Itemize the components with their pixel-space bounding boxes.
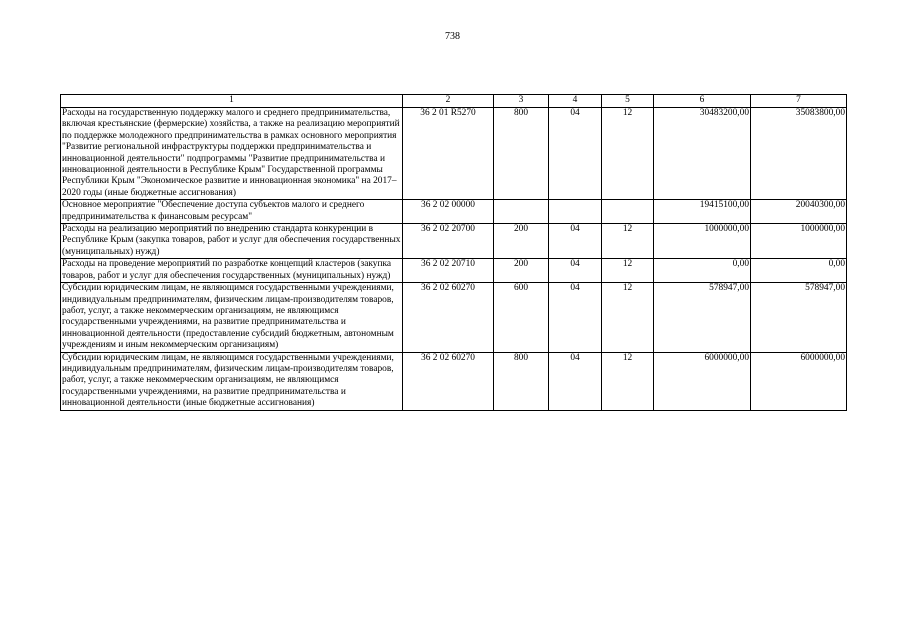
row-c3 <box>494 200 549 224</box>
header-col-2: 2 <box>403 95 494 108</box>
row-code: 36 2 02 60270 <box>403 283 494 352</box>
row-description: Расходы на государственную поддержку малого и среднего предпринимательства, включая крестьянские (фермерские) хозяйства, а также на реализацию мероприятий по поддержке молодежного предпринимательства в рамках основного мероприятия "Развитие региональной инфраструктуры поддержки предпринимательства и инновационной деятельности" подпрограммы "Развитие предпринимательства и инновационной деятельности в Республике Крым" Государственной программы Республики Крым "Экономическое развитие и инновационная экономика" на 2017–2020 годы (иные бюджетные ассигнования) <box>61 108 403 200</box>
row-c5: 12 <box>602 224 654 259</box>
header-col-5: 5 <box>602 95 654 108</box>
header-col-3: 3 <box>494 95 549 108</box>
row-c5 <box>602 200 654 224</box>
table-row <box>61 283 847 352</box>
row-amount-col7: 6000000,00 <box>751 352 847 410</box>
row-code: 36 2 01 R5270 <box>403 108 494 200</box>
header-col-4: 4 <box>549 95 602 108</box>
row-amount-col6: 6000000,00 <box>654 352 751 410</box>
table-row <box>61 108 847 200</box>
row-amount-col7: 35083800,00 <box>751 108 847 200</box>
row-c3: 600 <box>494 283 549 352</box>
row-description: Расходы на реализацию мероприятий по внедрению стандарта конкуренции в Республике Крым (закупка товаров, работ и услуг для обеспечения государственных (муниципальных) нужд) <box>61 224 403 259</box>
row-amount-col7: 578947,00 <box>751 283 847 352</box>
budget-table <box>60 94 847 411</box>
header-row <box>61 95 847 108</box>
table-row <box>61 224 847 259</box>
row-amount-col6: 30483200,00 <box>654 108 751 200</box>
row-amount-col6: 578947,00 <box>654 283 751 352</box>
row-amount-col7: 20040300,00 <box>751 200 847 224</box>
row-description: Основное мероприятие "Обеспечение доступа субъектов малого и среднего предпринимательства к финансовым ресурсам" <box>61 200 403 224</box>
row-c4: 04 <box>549 224 602 259</box>
table-row <box>61 200 847 224</box>
row-amount-col6: 1000000,00 <box>654 224 751 259</box>
table-row <box>61 259 847 283</box>
row-c3: 200 <box>494 259 549 283</box>
table-row <box>61 352 847 410</box>
row-amount-col7: 0,00 <box>751 259 847 283</box>
row-code: 36 2 02 00000 <box>403 200 494 224</box>
header-col-7: 7 <box>751 95 847 108</box>
row-c5: 12 <box>602 352 654 410</box>
page-number: 738 <box>445 31 460 42</box>
row-c3: 800 <box>494 352 549 410</box>
row-code: 36 2 02 20700 <box>403 224 494 259</box>
row-c4: 04 <box>549 283 602 352</box>
row-description: Субсидии юридическим лицам, не являющимся государственными учреждениями, индивидуальным предпринимателям, физическим лицам-производителям товаров, работ, услуг, а также некоммерческим организациям, не являющимся государственными учреждениями, на развитие предпринимательства и инновационной деятельности (иные бюджетные ассигнования) <box>61 352 403 410</box>
header-col-1: 1 <box>61 95 403 108</box>
row-amount-col7: 1000000,00 <box>751 224 847 259</box>
row-c4: 04 <box>549 352 602 410</box>
row-description: Расходы на проведение мероприятий по разработке концепций кластеров (закупка товаров, работ и услуг для обеспечения государственных (муниципальных) нужд) <box>61 259 403 283</box>
row-c5: 12 <box>602 108 654 200</box>
row-c4 <box>549 200 602 224</box>
row-code: 36 2 02 20710 <box>403 259 494 283</box>
row-c5: 12 <box>602 283 654 352</box>
row-amount-col6: 19415100,00 <box>654 200 751 224</box>
row-c3: 800 <box>494 108 549 200</box>
row-c4: 04 <box>549 259 602 283</box>
row-c4: 04 <box>549 108 602 200</box>
row-description: Субсидии юридическим лицам, не являющимся государственными учреждениями, индивидуальным предпринимателям, физическим лицам-производителям товаров, работ, услуг, а также некоммерческим организациям, не являющимся государственными учреждениями, на развитие предпринимательства и инновационной деятельности (предоставление субсидий бюджетным, автономным учреждениям и иным некоммерческим организациям) <box>61 283 403 352</box>
row-c3: 200 <box>494 224 549 259</box>
row-c5: 12 <box>602 259 654 283</box>
header-col-6: 6 <box>654 95 751 108</box>
row-code: 36 2 02 60270 <box>403 352 494 410</box>
row-amount-col6: 0,00 <box>654 259 751 283</box>
